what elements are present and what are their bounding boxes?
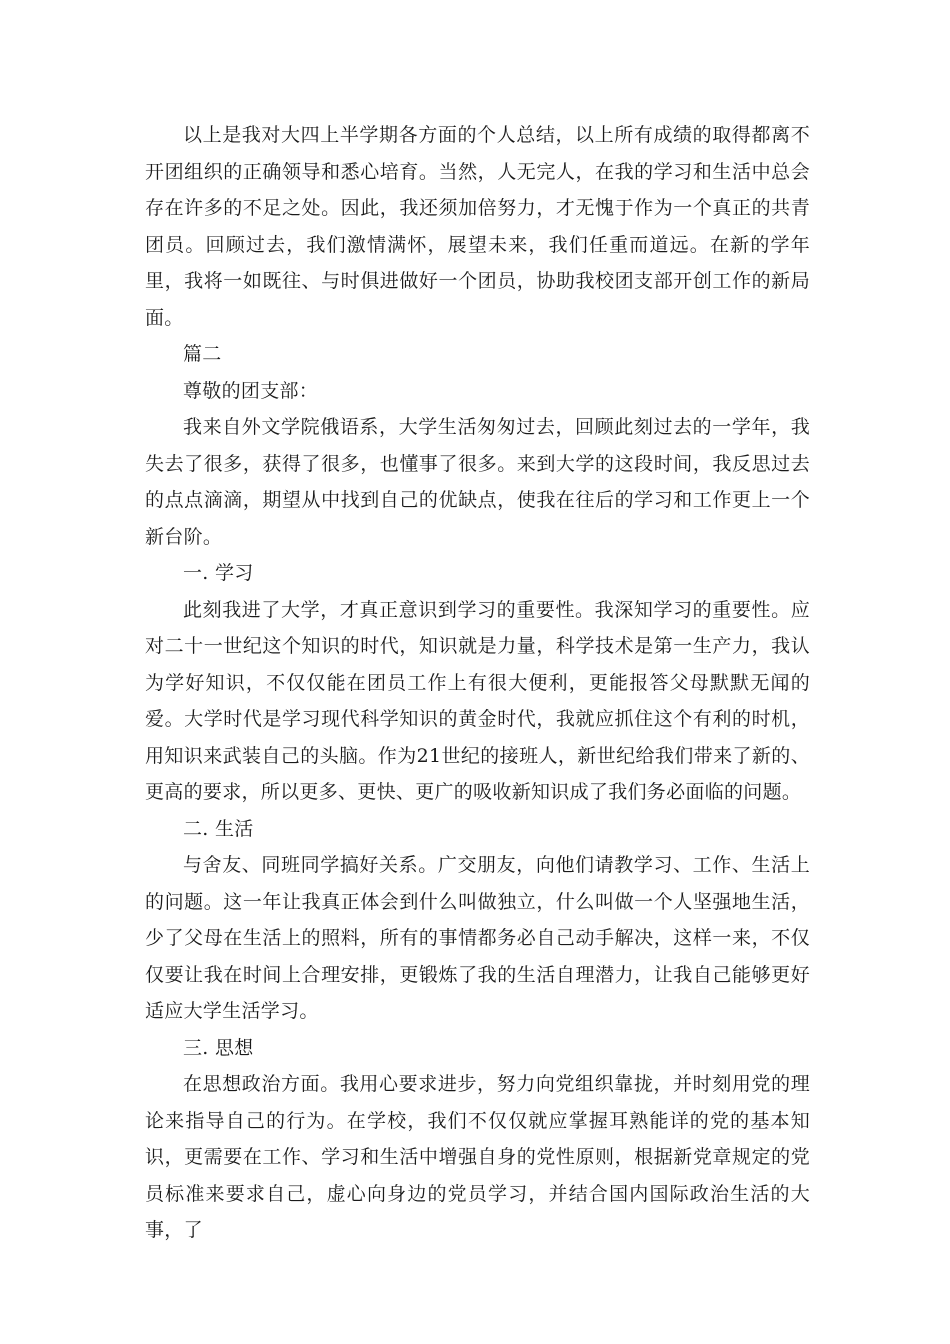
- section-title-part-two: 篇二: [183, 343, 222, 365]
- paragraph-thought: 在思想政治方面。我用心要求进步，努力向党组织靠拢，并时刻用党的理论来指导自己的行为。在学校，我们不仅仅就应掌握耳熟能详的党的基本知识，更需要在工作、学习和生活中增强自身的党性原则，根据新党章规定的党员标准来要求自己，虚心向身边的党员学习，并结合国内国际政治生活的大事，了: [145, 1073, 810, 1241]
- paragraph-introduction: 我来自外文学院俄语系，大学生活匆匆过去，回顾此刻过去的一学年，我失去了很多，获得了很多，也懂事了很多。来到大学的这段时间，我反思过去的点点滴滴，期望从中找到自己的优缺点，使我在往后的学习和工作更上一个新台阶。: [145, 416, 810, 548]
- heading-thought: 三. 思想: [183, 1036, 254, 1059]
- document-body: [145, 117, 810, 1249]
- heading-life: 二. 生活: [183, 817, 254, 840]
- paragraph-life: 与舍友、同班同学搞好关系。广交朋友，向他们请教学习、工作、生活上的问题。这一年让我真正体会到什么叫做独立，什么叫做一个人坚强地生活，少了父母在生活上的照料，所有的事情都务必自己动手解决，这样一来，不仅仅要让我在时间上合理安排，更锻炼了我的生活自理潜力，让我自己能够更好适应大学生活学习。: [145, 854, 810, 1022]
- salutation: 尊敬的团支部：: [183, 379, 319, 402]
- heading-study: 一. 学习: [183, 562, 254, 584]
- paragraph-summary-conclusion: 以上是我对大四上半学期各方面的个人总结，以上所有成绩的取得都离不开团组织的正确领导和悉心培育。当然，人无完人，在我的学习和生活中总会存在许多的不足之处。因此，我还须加倍努力，才无愧于作为一个真正的共青团员。回顾过去，我们激情满怀，展望未来，我们任重而道远。在新的学年里，我将一如既往、与时俱进做好一个团员，协助我校团支部开创工作的新局面。: [145, 124, 810, 329]
- paragraph-study: 此刻我进了大学，才真正意识到学习的重要性。我深知学习的重要性。应对二十一世纪这个知识的时代，知识就是力量，科学技术是第一生产力，我认为学好知识，不仅仅能在团员工作上有很大便利，更能报答父母默默无闻的爱。大学时代是学习现代科学知识的黄金时代，我就应抓住这个有利的时机，用知识来武装自己的头脑。作为21世纪的接班人，新世纪给我们带来了新的、更高的要求，所以更多、更快、更广的吸收新知识成了我们务必面临的问题。: [145, 598, 810, 803]
